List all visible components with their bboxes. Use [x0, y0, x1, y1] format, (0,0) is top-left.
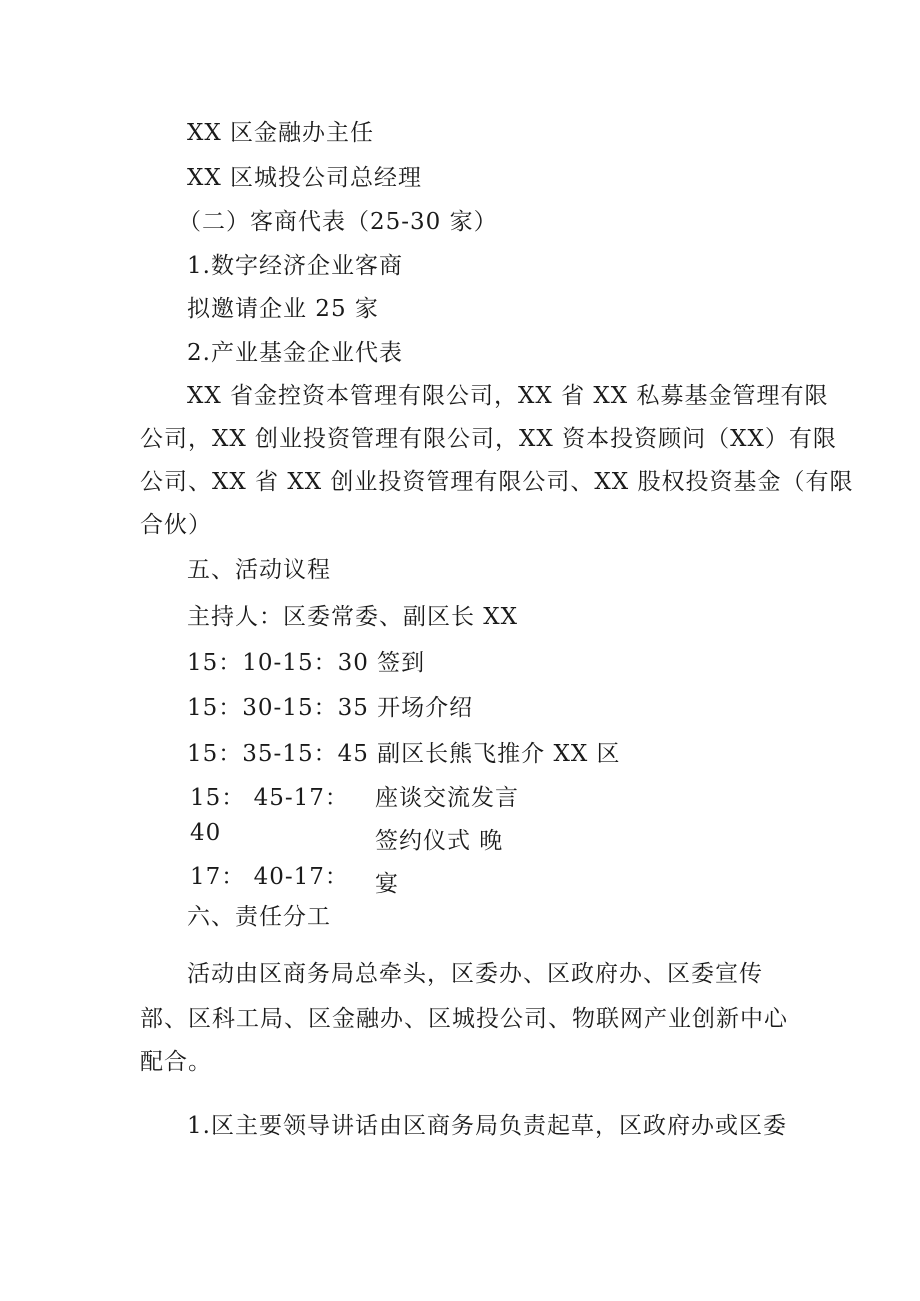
- agenda-item: 15：35-15：45 副区长熊飞推介 XX 区: [187, 741, 621, 767]
- schedule-item: 座谈交流发言: [375, 785, 519, 811]
- text-line: 部、区科工局、区金融办、区城投公司、物联网产业创新中心: [140, 1006, 788, 1032]
- schedule-time: 40: [190, 820, 222, 846]
- text-line: XX 省金控资本管理有限公司，XX 省 XX 私募基金管理有限: [187, 383, 829, 409]
- text-line: 合伙）: [140, 512, 212, 538]
- text-line: 1.数字经济企业客商: [187, 253, 403, 279]
- schedule-time: 17： 40-17：: [190, 864, 349, 890]
- agenda-item: 15：10-15：30 签到: [187, 650, 426, 676]
- text-line: 拟邀请企业 25 家: [187, 296, 379, 322]
- schedule-item: 签约仪式 晚: [375, 828, 504, 854]
- section-heading: 六、责任分工: [187, 904, 331, 930]
- text-line: 2.产业基金企业代表: [187, 340, 403, 366]
- text-line: 公司，XX 创业投资管理有限公司，XX 资本投资顾问（XX）有限: [140, 426, 837, 452]
- schedule-item: 宴: [375, 871, 399, 897]
- text-line: 1.区主要领导讲话由区商务局负责起草，区政府办或区委: [187, 1113, 787, 1139]
- text-line: XX 区金融办主任: [187, 120, 375, 146]
- text-line: XX 区城投公司总经理: [187, 165, 423, 191]
- text-line: 公司、XX 省 XX 创业投资管理有限公司、XX 股权投资基金（有限: [140, 469, 854, 495]
- text-line: 主持人：区委常委、副区长 XX: [187, 604, 519, 630]
- section-heading: 五、活动议程: [187, 557, 331, 583]
- schedule-time: 15： 45-17：: [190, 785, 349, 811]
- text-line: 配合。: [140, 1049, 212, 1075]
- section-heading: （二）客商代表（25-30 家）: [178, 209, 498, 235]
- text-line: 活动由区商务局总牵头，区委办、区政府办、区委宣传: [187, 961, 763, 987]
- agenda-item: 15：30-15：35 开场介绍: [187, 695, 474, 721]
